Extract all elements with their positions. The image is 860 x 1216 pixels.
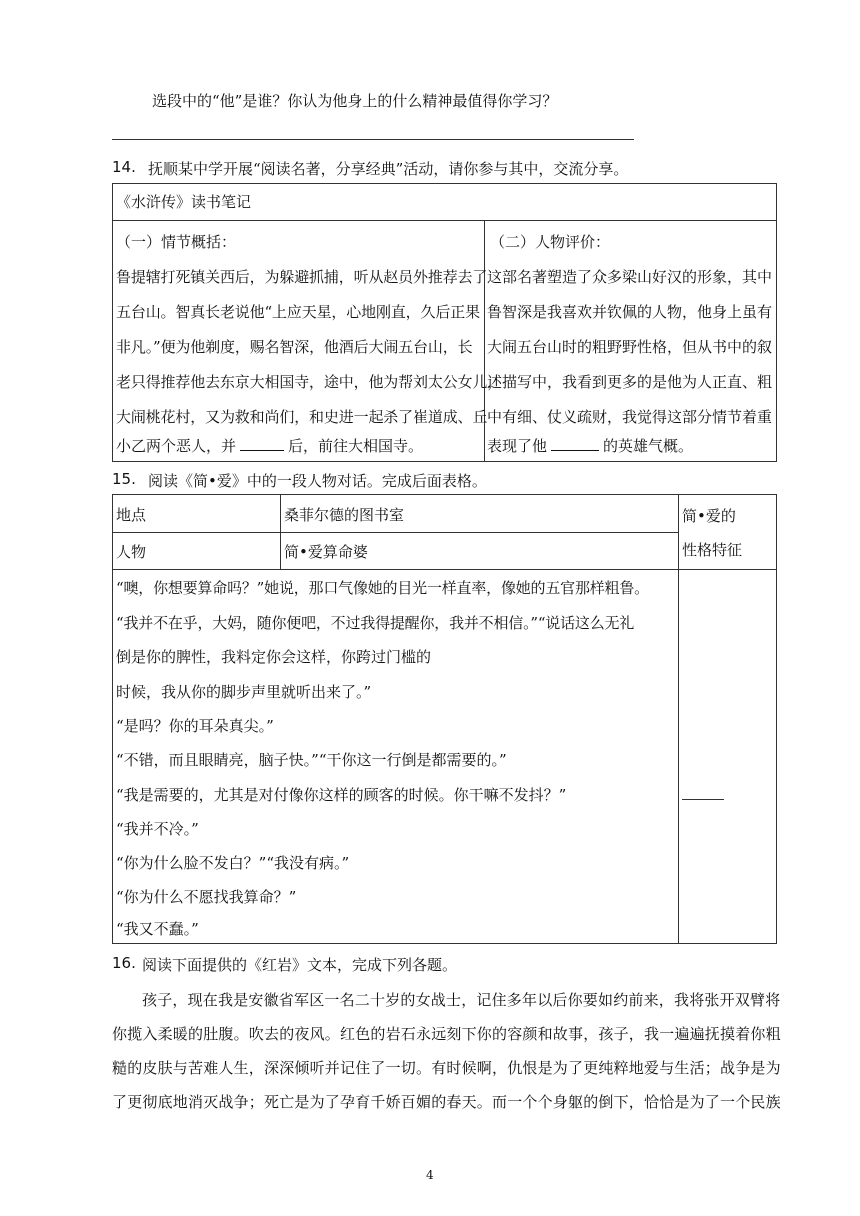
q14-left-line: 鲁提辖打死镇关西后，为躲避抓捕，听从赵员外推荐去了 xyxy=(116,268,488,286)
q15-dialog-line: 倒是你的脾性，我料定你会这样，你跨过门槛的 xyxy=(116,648,432,666)
q15-place-value: 桑菲尔德的图书室 xyxy=(284,506,405,524)
q14-number: 14. xyxy=(112,158,136,176)
q13-answer-line[interactable] xyxy=(112,139,634,140)
q15-trait-header-2: 性格特征 xyxy=(682,541,743,559)
q16-number: 16. xyxy=(112,954,136,972)
q14-left-last-a: 小乙两个恶人，并 xyxy=(116,437,237,455)
q14-left-line: 五台山。智真长老说他“上应天星，心地刚直，久后正果 xyxy=(116,303,480,321)
q14-right-last-b: 的英雄气概。 xyxy=(603,437,694,455)
page-number: 4 xyxy=(426,1168,434,1182)
q14-table-title: 《水浒传》读书笔记 xyxy=(116,193,252,211)
q14-right-line: 中有细、仗义疏财，我觉得这部分情节着重 xyxy=(487,408,773,426)
q16-para-line: 了更彻底地消灭战争；死亡是为了孕育千娇百媚的春天。而一个个身躯的倒下，恰恰是为了一个民族 xyxy=(112,1093,781,1111)
q14-right-last-line xyxy=(487,436,693,455)
q15-dialog-line: “不错，而且眼睛亮，脑子快。”“干你这一行倒是都需要的。” xyxy=(116,751,507,769)
q15-person-value: 简•爱算命婆 xyxy=(284,543,368,561)
q14-left-line: 非凡。”便为他剃度，赐名智深，他酒后大闹五台山，长 xyxy=(116,338,473,356)
q15-place-label: 地点 xyxy=(116,506,147,524)
q15-dialog-line: “我又不蠢。” xyxy=(116,920,199,938)
q16-para-line: 糙的皮肤与苦难人生，深深倾听并记住了一切。有时候啊，仇恨是为了更纯粹地爱与生活；战争是为 xyxy=(112,1059,781,1077)
q14-left-line: 老只得推荐他去东京大相国寺，途中，他为帮刘太公女儿， xyxy=(116,373,503,391)
q14-trait-blank[interactable] xyxy=(551,436,599,451)
q14-right-line: 大闹五台山时的粗野野性格，但从书中的叙 xyxy=(487,338,773,356)
q14-right-line: 鲁智深是我喜欢并钦佩的人物，他身上虽有 xyxy=(487,303,773,321)
q15-dialog-line: “我是需要的，尤其是对付像你这样的顾客的时候。你干嘛不发抖？” xyxy=(116,786,567,804)
q15-trait-answer-blank[interactable] xyxy=(682,799,724,800)
q14-right-last-a: 表现了他 xyxy=(487,437,548,455)
q15-number: 15. xyxy=(112,470,136,488)
q15-trait-header-1: 简•爱的 xyxy=(682,507,736,525)
q16-para-line: 你揽入柔暖的肚腹。吹去的夜风。红色的岩石永远刻下你的容颜和故事，孩子，我一遍遍抚摸着你粗 xyxy=(112,1025,781,1043)
q15-dialog-line: “你为什么脸不发白？”“我没有病。” xyxy=(116,854,350,872)
q14-right-line: 述描写中，我看到更多的是他为人正直、粗 xyxy=(487,373,773,391)
q15-dialog-line: “噢，你想要算命吗？”她说，那口气像她的目光一样直率，像她的五官那样粗鲁。 xyxy=(116,579,649,597)
q14-left-last-b: 后，前往大相国寺。 xyxy=(288,437,424,455)
q14-left-line: 大闹桃花村，又为救和尚们，和史进一起杀了崔道成、丘 xyxy=(116,408,488,426)
q15-dialog-line: “我并不在乎，大妈，随你便吧，不过我得提醒你，我并不相信。”“说话这么无礼 xyxy=(116,614,635,632)
q15-dialog-line: “你为什么不愿找我算命？” xyxy=(116,888,297,906)
q13-prompt: 选段中的“他”是谁？你认为他身上的什么精神最值得你学习？ xyxy=(152,92,558,110)
q14-right-head: （二）人物评价： xyxy=(490,233,611,251)
q14-stem: 抚顺某中学开展“阅读名著，分享经典”活动，请你参与其中，交流分享。 xyxy=(148,160,629,178)
q14-right-line: 这部名著塑造了众多梁山好汉的形象，其中 xyxy=(487,268,773,286)
q15-dialog-line: 时候，我从你的脚步声里就听出来了。” xyxy=(116,683,372,701)
q15-dialog-line: “我并不冷。” xyxy=(116,820,199,838)
q15-dialog-line: “是吗？你的耳朵真尖。” xyxy=(116,717,274,735)
q15-person-label: 人物 xyxy=(116,543,147,561)
q14-plot-blank[interactable] xyxy=(240,436,284,451)
q14-left-last-line xyxy=(116,436,423,455)
q16-stem: 阅读下面提供的《红岩》文本，完成下列各题。 xyxy=(142,956,458,974)
q14-left-head: （一）情节概括： xyxy=(116,233,237,251)
q15-stem: 阅读《简•爱》中的一段人物对话。完成后面表格。 xyxy=(148,472,487,490)
q16-para-line: 孩子，现在我是安徽省军区一名二十岁的女战士，记住多年以后你要如约前来，我将张开双臂将 xyxy=(142,991,781,1009)
